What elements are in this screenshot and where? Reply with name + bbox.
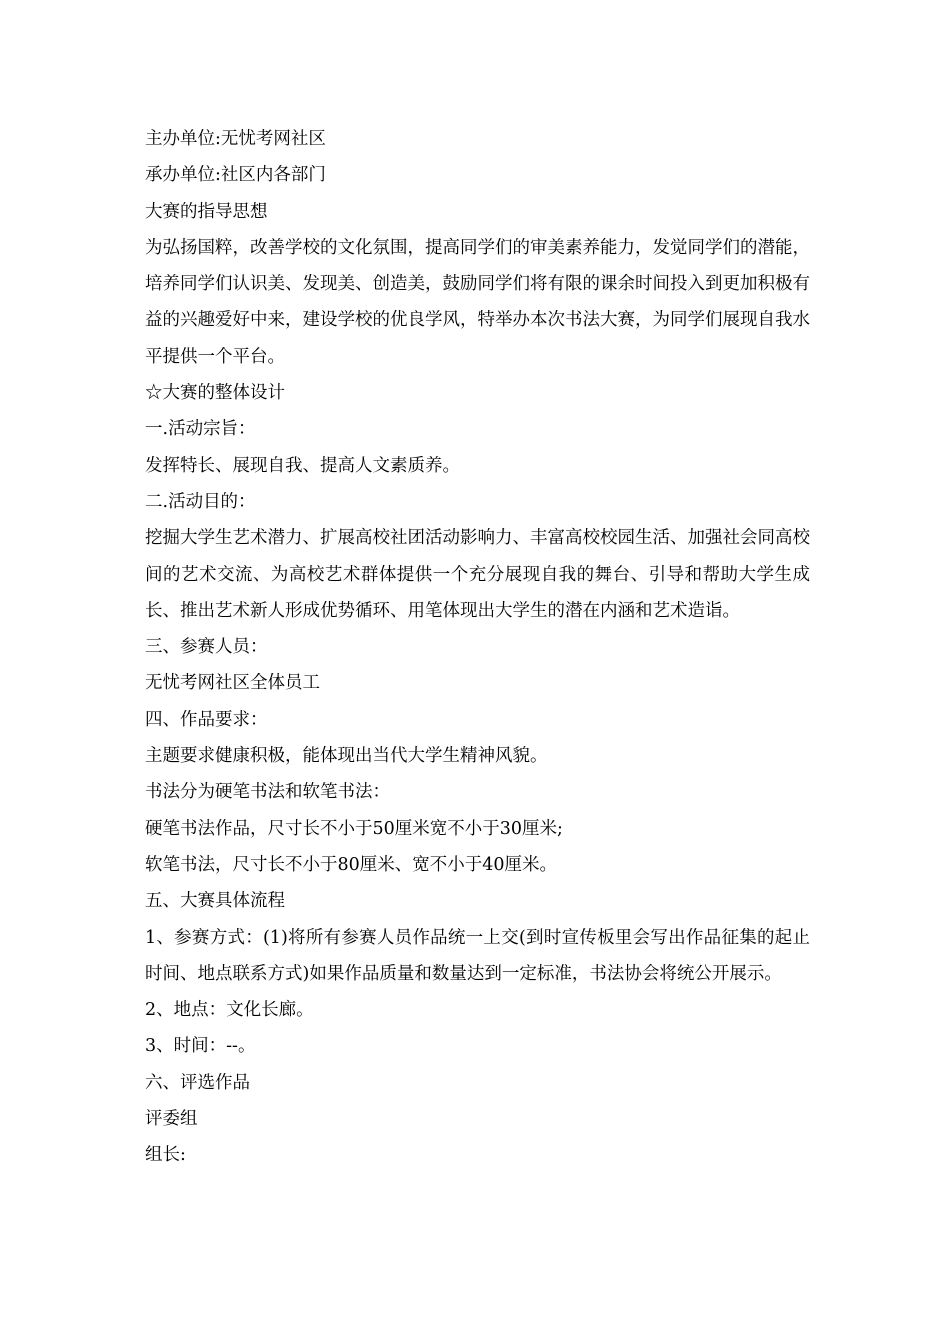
requirement-line: 书法分为硬笔书法和软笔书法：	[145, 782, 390, 803]
section-requirements-heading: 四、作品要求：	[145, 709, 268, 730]
process-item-method: 1、参赛方式：(1)将所有参赛人员作品统一上交(到时宣传板里会写出作品征集的起止时间、地点联系方式)如果作品质量和数量达到一定标准，书法协会将统公开展示。	[145, 927, 810, 984]
section-participants-text: 无忧考网社区全体员工	[145, 673, 320, 694]
process-item-time: 3、时间：--。	[145, 1036, 256, 1057]
section-goal-paragraph: 挖掘大学生艺术潜力、扩展高校社团活动影响力、丰富高校校园生活、加强社会同高校间的艺术交流、为高校艺术群体提供一个充分展现自我的舞台、引导和帮助大学生成长、推出艺术新人形成优势循环、用笔体现出大学生的潜在内涵和艺术造诣。	[145, 528, 810, 621]
requirement-line: 软笔书法，尺寸长不小于80厘米、宽不小于40厘米。	[145, 854, 558, 875]
leader-label: 组长:	[145, 1145, 186, 1166]
process-item-location: 2、地点：文化长廊。	[145, 1000, 314, 1021]
section-goal-heading: 二.活动目的：	[145, 491, 256, 512]
intro-paragraph: 为弘扬国粹，改善学校的文化氛围，提高同学们的审美素养能力，发觉同学们的潜能，培养同学们认识美、发现美、创造美，鼓励同学们将有限的课余时间投入到更加积极有益的兴趣爱好中来，建设学校的优良学风，特举办本次书法大赛，为同学们展现自我水平提供一个平台。	[145, 237, 810, 367]
guiding-idea-heading: 大赛的指导思想	[145, 201, 268, 222]
committee-heading: 评委组	[145, 1109, 198, 1130]
section-participants-heading: 三、参赛人员：	[145, 637, 268, 658]
organizer-line: 主办单位:无忧考网社区	[145, 129, 326, 149]
requirement-line: 硬笔书法作品，尺寸长不小于50厘米宽不小于30厘米;	[145, 818, 563, 839]
section-selection-heading: 六、评选作品	[145, 1072, 250, 1093]
overall-design-heading: ☆大赛的整体设计	[145, 383, 285, 404]
co-organizer-line: 承办单位:社区内各部门	[145, 165, 326, 186]
section-purpose-text: 发挥特长、展现自我、提高人文素质养。	[145, 455, 460, 476]
section-purpose-heading: 一.活动宗旨：	[145, 419, 256, 440]
document-body	[145, 121, 810, 1174]
section-process-heading: 五、大赛具体流程	[145, 891, 285, 912]
requirement-line: 主题要求健康积极，能体现出当代大学生精神风貌。	[145, 746, 548, 767]
